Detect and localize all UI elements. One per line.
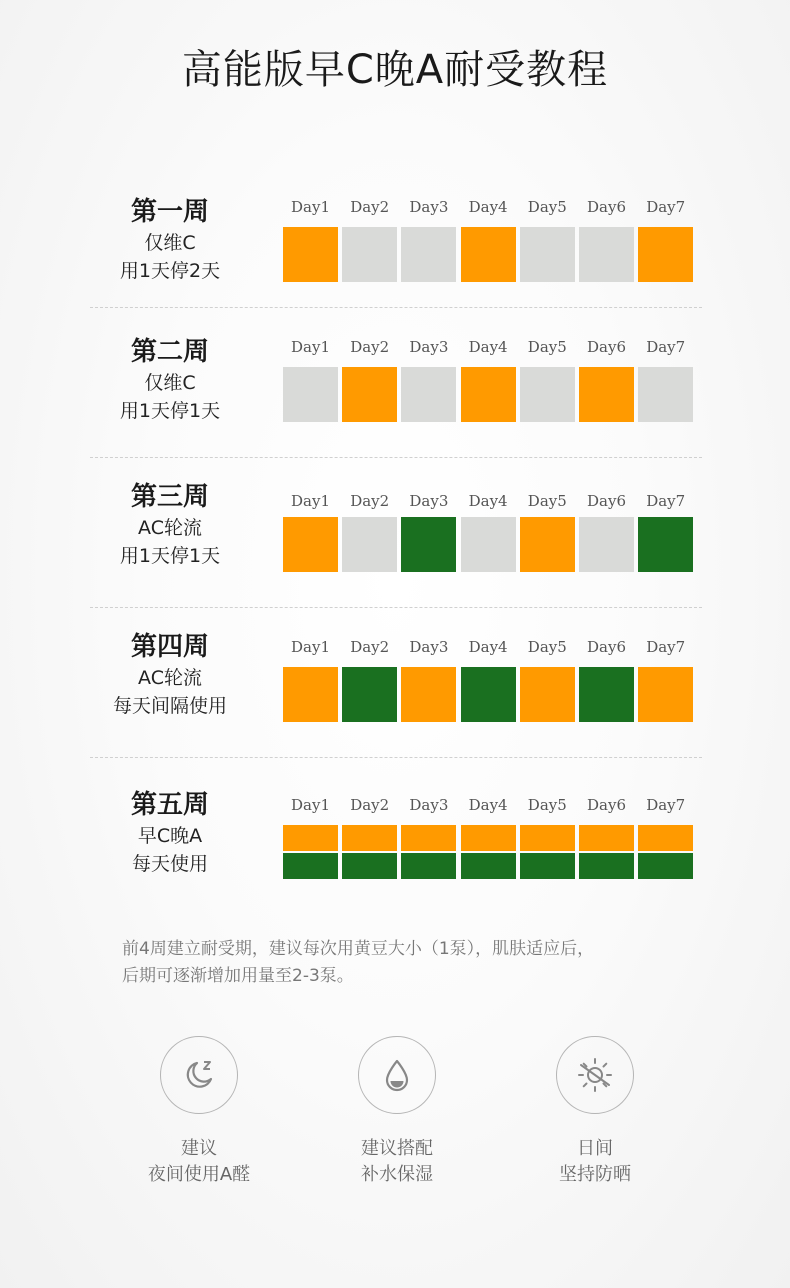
week-description: 用1天停2天 [119,260,221,282]
day-cell-morning-c [342,825,397,851]
week-divider [90,607,702,608]
week-label [90,480,250,570]
day-label: Day6 [587,796,626,814]
tip-night-use [119,1036,279,1188]
day-label: Day6 [587,638,626,656]
week-row [90,788,702,898]
day-cell-off [520,227,575,282]
week-description: 用1天停1天 [119,400,221,422]
tip-moisturize [317,1036,477,1188]
day-label: Day1 [291,338,330,356]
day-cell-morning-c [283,825,338,851]
week-description: 每天间隔使用 [112,695,227,717]
day-label: Day5 [527,492,567,510]
day-cell-morning-c [520,825,575,851]
day-label: Day3 [409,198,449,216]
day-label: Day7 [646,638,686,656]
tip-line1: 日间 [577,1138,613,1159]
no-sun-icon [571,1051,619,1099]
week-description: 每天使用 [131,853,208,875]
day-label: Day6 [587,338,626,356]
day-cell-off [520,367,575,422]
week-row [90,190,702,308]
day-label: Day3 [409,492,449,510]
week-row [90,480,702,608]
water-drop-icon [375,1053,419,1097]
day-label: Day4 [468,796,508,814]
day-cell-night-a [283,853,338,879]
tip-line2: 坚持防晒 [559,1164,631,1185]
day-label: Day4 [468,338,508,356]
tip-sunscreen [515,1036,675,1188]
day-cell-off [283,367,338,422]
day-cell-night-a [638,853,693,879]
week-description: 仅维C [144,372,196,394]
day-label: Day6 [587,492,626,510]
day-cell-morning-c [401,825,456,851]
week-label [90,788,250,878]
day-cell-night-a [520,853,575,879]
day-label: Day2 [350,338,390,356]
week-divider [90,457,702,458]
day-label: Day4 [468,198,508,216]
day-label: Day7 [646,796,686,814]
week-description: AC轮流 [138,517,202,539]
week-label [90,630,250,720]
day-label: Day3 [409,638,449,656]
day-cell-off [579,517,634,572]
day-cell-off [638,367,693,422]
day-label: Day5 [527,638,567,656]
week-description: 用1天停1天 [119,545,221,567]
week-description: 仅维C [144,232,196,254]
day-cell-vitamin-c [520,667,575,722]
week-row [90,330,702,458]
day-label: Day2 [350,492,390,510]
day-label: Day1 [291,638,330,656]
day-cell-vitamin-c [283,227,338,282]
tip-line1: 建议 [181,1138,217,1159]
day-label: Day5 [527,796,567,814]
day-label: Day5 [527,338,567,356]
usage-note-line2: 后期可逐渐增加用量至2-3泵。 [122,966,354,986]
day-cell-vitamin-c [283,667,338,722]
day-cell-night-a [579,853,634,879]
day-cell-night-a [461,853,516,879]
day-cell-vitamin-c [461,367,516,422]
day-cell-morning-c [579,825,634,851]
day-cell-vitamin-c [342,367,397,422]
day-label: Day2 [350,638,390,656]
week-name: 第三周 [130,482,209,512]
tip-line1: 建议搭配 [361,1138,433,1159]
day-label: Day1 [291,796,330,814]
day-label: Day3 [409,796,449,814]
day-label: Day7 [646,198,686,216]
day-label: Day4 [468,492,508,510]
week-name: 第五周 [130,790,209,820]
day-label: Day5 [527,198,567,216]
day-cell-vitamin-c [579,367,634,422]
day-label: Day1 [291,492,330,510]
day-cell-morning-c [461,825,516,851]
day-cell-night-a [401,853,456,879]
day-cell-vitamin-c [520,517,575,572]
day-cell-off [461,517,516,572]
tip-line2: 补水保湿 [361,1164,433,1185]
day-label: Day6 [587,198,626,216]
week-name: 第一周 [130,197,209,227]
day-cell-morning-c [638,825,693,851]
day-cell-vitamin-c [638,227,693,282]
day-cell-night-a [342,853,397,879]
tip-icon-circle [556,1036,634,1114]
day-label: Day4 [468,638,508,656]
day-label: Day7 [646,492,686,510]
day-cell-vitamin-c [638,667,693,722]
day-label: Day1 [291,198,330,216]
moon-sleep-icon [177,1053,221,1097]
day-label: Day3 [409,338,449,356]
day-cell-vitamin-a [461,667,516,722]
day-cell-vitamin-c [283,517,338,572]
tip-line2: 夜间使用A醛 [147,1164,251,1185]
day-cell-off [401,367,456,422]
day-cell-vitamin-a [342,667,397,722]
usage-note [122,936,702,990]
day-label: Day7 [646,338,686,356]
day-label: Day2 [350,198,390,216]
week-description: AC轮流 [138,667,202,689]
day-cell-off [342,517,397,572]
week-divider [90,307,702,308]
tip-icon-circle [358,1036,436,1114]
day-cell-vitamin-a [638,517,693,572]
day-cell-vitamin-a [401,517,456,572]
week-description: 早C晚A [137,825,203,847]
day-label: Day2 [350,796,390,814]
day-cell-off [401,227,456,282]
day-cell-vitamin-a [579,667,634,722]
page-title: 高能版早C晚A耐受教程 [181,47,609,93]
week-row [90,630,702,758]
day-cell-vitamin-c [461,227,516,282]
week-divider [90,757,702,758]
week-name: 第四周 [130,632,209,662]
week-name: 第二周 [130,337,209,367]
tip-icon-circle [160,1036,238,1114]
usage-note-line1: 前4周建立耐受期，建议每次用黄豆大小（1泵），肌肤适应后， [122,939,595,959]
week-label [90,195,250,285]
day-cell-off [342,227,397,282]
day-cell-vitamin-c [401,667,456,722]
week-label [90,335,250,425]
day-cell-off [579,227,634,282]
